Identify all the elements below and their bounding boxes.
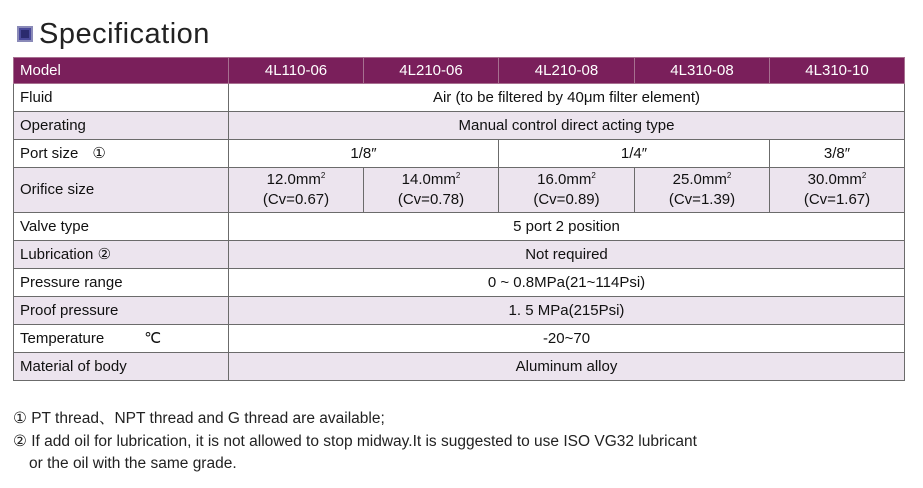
operating-value: Manual control direct acting type bbox=[229, 112, 905, 140]
footnote-1: ① PT thread、NPT thread and G thread are available; bbox=[13, 410, 385, 427]
port-size-3-8: 3/8″ bbox=[770, 140, 905, 168]
pressure-range-value: 0 ~ 0.8MPa(21~114Psi) bbox=[229, 269, 905, 297]
row-label-material: Material of body bbox=[14, 353, 229, 381]
orifice-area: 12.0mm bbox=[266, 171, 321, 188]
orifice-cv: (Cv=0.89) bbox=[533, 191, 600, 208]
row-label-port-size bbox=[14, 140, 229, 168]
unit-superscript: 2 bbox=[455, 171, 461, 180]
table-row bbox=[14, 112, 905, 140]
lubrication-value: Not required bbox=[229, 241, 905, 269]
table-row bbox=[14, 241, 905, 269]
table-header-row bbox=[14, 58, 905, 84]
model-4l310-08: 4L310-08 bbox=[635, 58, 770, 84]
page-header bbox=[17, 16, 210, 52]
model-4l110-06: 4L110-06 bbox=[229, 58, 364, 84]
orifice-area: 30.0mm bbox=[807, 171, 862, 188]
port-size-label: Port size bbox=[20, 144, 79, 162]
footnotes bbox=[13, 408, 913, 476]
orifice-cell bbox=[499, 168, 635, 213]
row-label-proof-pressure: Proof pressure bbox=[14, 297, 229, 325]
lubrication-label: Lubrication bbox=[20, 245, 94, 263]
row-label-operating: Operating bbox=[14, 112, 229, 140]
table-row bbox=[14, 325, 905, 353]
proof-pressure-value: 1. 5 MPa(215Psi) bbox=[229, 297, 905, 325]
footnote-2: ② If add oil for lubrication, it is not allowed to stop midway.It is suggested to use ISO VG32 lubricant bbox=[13, 432, 697, 450]
table-row bbox=[14, 269, 905, 297]
fluid-value: Air (to be filtered by 40μm filter element) bbox=[229, 84, 905, 112]
orifice-cv: (Cv=1.39) bbox=[668, 191, 736, 208]
row-label-fluid: Fluid bbox=[14, 84, 229, 112]
footnote-2-continued: or the oil with the same grade. bbox=[29, 455, 237, 472]
orifice-cv: (Cv=0.67) bbox=[262, 191, 330, 208]
table-row bbox=[14, 168, 905, 213]
model-4l310-10: 4L310-10 bbox=[770, 58, 905, 84]
table-row bbox=[14, 140, 905, 168]
specification-table bbox=[13, 57, 905, 381]
row-label-temperature bbox=[14, 325, 229, 353]
orifice-area: 14.0mm bbox=[401, 171, 456, 188]
celsius-unit: ℃ bbox=[144, 329, 162, 347]
orifice-area: 25.0mm bbox=[672, 171, 727, 188]
temperature-label: Temperature bbox=[20, 329, 105, 347]
orifice-cell bbox=[635, 168, 770, 213]
unit-superscript: 2 bbox=[591, 171, 596, 180]
orifice-cv: (Cv=1.67) bbox=[803, 191, 871, 208]
model-4l210-06: 4L210-06 bbox=[364, 58, 499, 84]
orifice-cell bbox=[229, 168, 364, 213]
model-4l210-08: 4L210-08 bbox=[499, 58, 635, 84]
orifice-cell bbox=[364, 168, 499, 213]
note-mark-2: ② bbox=[97, 245, 112, 263]
valve-type-value: 5 port 2 position bbox=[229, 213, 905, 241]
table-row bbox=[14, 84, 905, 112]
row-label-valve-type: Valve type bbox=[14, 213, 229, 241]
unit-superscript: 2 bbox=[320, 171, 326, 180]
header-model-label: Model bbox=[14, 58, 229, 84]
note-mark-1: ① bbox=[92, 144, 106, 162]
port-size-1-8: 1/8″ bbox=[229, 140, 499, 168]
row-label-pressure-range: Pressure range bbox=[14, 269, 229, 297]
material-value: Aluminum alloy bbox=[229, 353, 905, 381]
unit-superscript: 2 bbox=[861, 171, 867, 180]
page-title: Specification bbox=[39, 17, 210, 50]
row-label-lubrication bbox=[14, 241, 229, 269]
unit-superscript: 2 bbox=[726, 171, 732, 180]
table-row bbox=[14, 213, 905, 241]
orifice-cell bbox=[770, 168, 905, 213]
port-size-1-4: 1/4″ bbox=[499, 140, 770, 168]
table-row bbox=[14, 297, 905, 325]
orifice-area: 16.0mm bbox=[537, 171, 592, 188]
table-row bbox=[14, 353, 905, 381]
orifice-cv: (Cv=0.78) bbox=[397, 191, 465, 208]
row-label-orifice-size: Orifice size bbox=[14, 168, 229, 213]
square-bullet-icon bbox=[17, 26, 33, 42]
temperature-value: -20~70 bbox=[229, 325, 905, 353]
